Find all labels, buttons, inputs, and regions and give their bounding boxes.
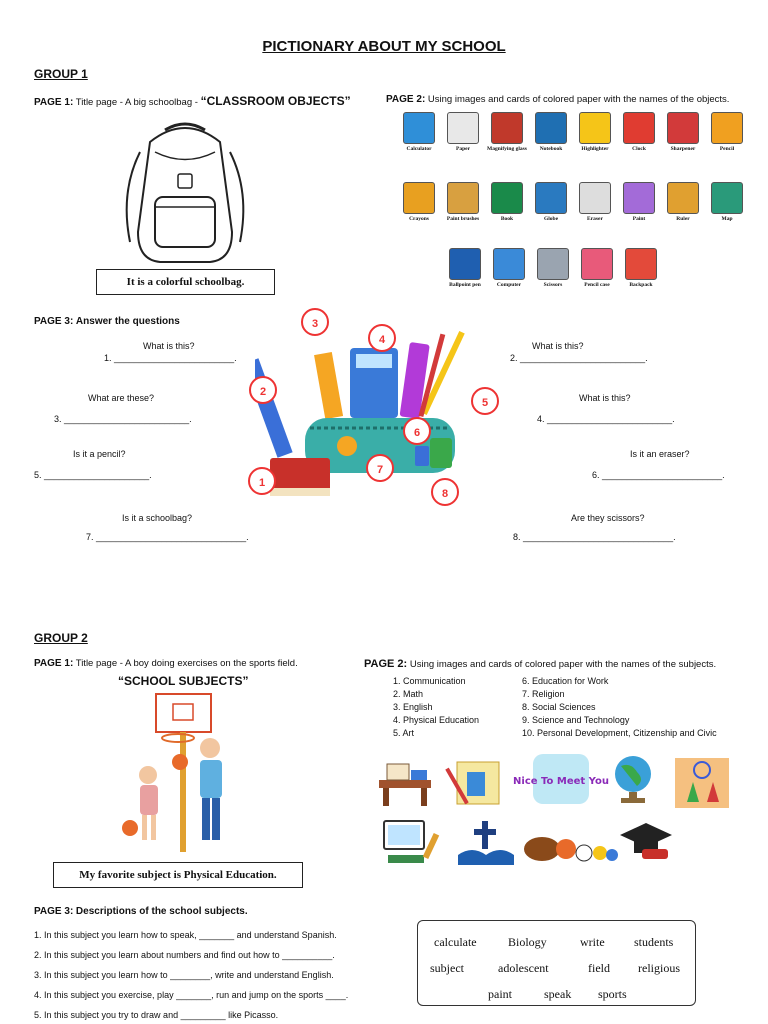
number-marker-5: 5 bbox=[471, 387, 499, 415]
object-icon bbox=[537, 248, 569, 280]
question-5: Is it a pencil? bbox=[73, 449, 126, 459]
group2-page3-text: Descriptions of the school subjects. bbox=[75, 906, 248, 917]
subject-item: 8. Social Sciences bbox=[522, 702, 596, 712]
object-icon bbox=[623, 112, 655, 144]
globe-icon bbox=[615, 756, 651, 803]
description-1: 1. In this subject you learn how to speak, _______ and understand Spanish. bbox=[34, 930, 337, 940]
subject-item: 5. Art bbox=[393, 728, 415, 738]
answer-line-1[interactable]: 1. ________________________. bbox=[104, 353, 237, 363]
answer-line-3[interactable]: 3. _________________________. bbox=[54, 414, 192, 424]
question-8: Are they scissors? bbox=[571, 513, 645, 523]
question-6: Is it an eraser? bbox=[630, 449, 690, 459]
subject-icons-row-1 bbox=[375, 750, 735, 810]
group1-page2-text: Using images and cards of colored paper with the names of the objects. bbox=[427, 94, 730, 105]
object-icon bbox=[667, 112, 699, 144]
schoolbag-illustration bbox=[110, 112, 260, 267]
subject-item: 9. Science and Technology bbox=[522, 715, 630, 725]
object-label: Paint bbox=[632, 216, 646, 222]
object-label: Clock bbox=[632, 146, 646, 152]
word-bank-item: field bbox=[588, 961, 610, 975]
object-label: Book bbox=[500, 216, 514, 222]
object-icon bbox=[623, 182, 655, 214]
object-icon bbox=[447, 182, 479, 214]
math-tools-icon bbox=[445, 762, 499, 804]
answer-line-4[interactable]: 4. _________________________. bbox=[537, 414, 675, 424]
object-icon bbox=[711, 112, 743, 144]
favorite-subject-caption: My favorite subject is Physical Education. bbox=[53, 862, 303, 888]
question-2: What is this? bbox=[532, 341, 584, 351]
answer-line-8[interactable]: 8. ______________________________. bbox=[513, 532, 676, 542]
group2-page2-line bbox=[364, 658, 716, 670]
subject-item: 3. English bbox=[393, 702, 433, 712]
group1-page2-line bbox=[386, 94, 729, 105]
science-lab-icon bbox=[675, 758, 729, 808]
word-bank-item: paint bbox=[488, 987, 512, 1001]
number-marker-3: 3 bbox=[301, 308, 329, 336]
object-label: Backpack bbox=[629, 282, 653, 288]
group1-label: GROUP 1 bbox=[34, 67, 88, 81]
schoolbag-caption: It is a colorful schoolbag. bbox=[96, 269, 275, 295]
word-bank-item: sports bbox=[598, 987, 627, 1001]
question-3: What are these? bbox=[88, 393, 155, 403]
object-label: Globe bbox=[543, 216, 559, 222]
group1-page3-line bbox=[34, 316, 180, 327]
description-3: 3. In this subject you learn how to ________, write and understand English. bbox=[34, 970, 334, 980]
object-label: Ballpoint pen bbox=[449, 282, 481, 288]
word-bank-item: speak bbox=[544, 987, 572, 1001]
question-4: What is this? bbox=[579, 393, 631, 403]
answer-line-2[interactable]: 2. _________________________. bbox=[510, 353, 648, 363]
group2-label: GROUP 2 bbox=[34, 631, 88, 645]
sports-balls-icon bbox=[524, 837, 618, 861]
object-label: Eraser bbox=[587, 216, 603, 222]
object-label: Scissors bbox=[543, 282, 563, 288]
computer-icon bbox=[384, 821, 439, 863]
group2-page1-prefix: PAGE 1: bbox=[34, 658, 74, 669]
object-icon bbox=[711, 182, 743, 214]
object-icon bbox=[447, 112, 479, 144]
subject-item: 7. Religion bbox=[522, 689, 565, 699]
group1-page1-heading: “CLASSROOM OBJECTS” bbox=[200, 94, 351, 108]
word-bank-item: subject bbox=[430, 961, 464, 975]
subject-item: 6. Education for Work bbox=[522, 676, 609, 686]
group2-page3-line bbox=[34, 906, 248, 917]
object-icon bbox=[493, 248, 525, 280]
object-icon bbox=[491, 182, 523, 214]
subject-icons-row-2 bbox=[380, 815, 680, 870]
object-icon bbox=[581, 248, 613, 280]
object-label: Paint brushes bbox=[446, 216, 480, 222]
object-label: Crayons bbox=[409, 216, 429, 222]
description-2: 2. In this subject you learn about numbers and find out how to __________. bbox=[34, 950, 335, 960]
answer-line-6[interactable]: 6. ________________________. bbox=[592, 470, 725, 480]
word-bank-item: religious bbox=[638, 961, 680, 975]
object-label: Paper bbox=[455, 146, 471, 152]
word-bank bbox=[417, 920, 696, 1006]
object-card bbox=[701, 112, 753, 152]
number-marker-2: 2 bbox=[249, 376, 277, 404]
group2-page2-text: Using images and cards of colored paper with the names of the subjects. bbox=[409, 659, 717, 670]
object-label: Notebook bbox=[539, 146, 563, 152]
subject-item: 10. Personal Development, Citizenship and Civic bbox=[522, 728, 717, 738]
subject-item: 2. Math bbox=[393, 689, 424, 699]
group2-page1-heading: “SCHOOL SUBJECTS” bbox=[118, 674, 249, 688]
group2-page1-line bbox=[34, 658, 298, 669]
subject-item: 1. Communication bbox=[393, 676, 466, 686]
number-marker-4: 4 bbox=[368, 324, 396, 352]
object-label: Highlighter bbox=[581, 146, 609, 152]
object-card bbox=[615, 248, 667, 288]
desk-books-icon bbox=[379, 764, 431, 806]
group1-page3-prefix: PAGE 3: bbox=[34, 316, 74, 327]
word-bank-item: students bbox=[634, 935, 674, 949]
object-icon bbox=[491, 112, 523, 144]
group1-page1-line bbox=[34, 94, 351, 108]
number-marker-6: 6 bbox=[403, 417, 431, 445]
subjects-list-right bbox=[522, 675, 717, 740]
subject-item: 4. Physical Education bbox=[393, 715, 480, 725]
group1-page1-prefix: PAGE 1: bbox=[34, 97, 74, 108]
number-marker-8: 8 bbox=[431, 478, 459, 506]
object-icon bbox=[579, 112, 611, 144]
object-label: Pencil bbox=[719, 146, 735, 152]
group1-page1-text: Title page - A big schoolbag - bbox=[75, 97, 198, 108]
object-icon bbox=[667, 182, 699, 214]
description-4: 4. In this subject you exercise, play _______, run and jump on the sports ____. bbox=[34, 990, 349, 1000]
object-icon bbox=[403, 182, 435, 214]
group2-page3-prefix: PAGE 3: bbox=[34, 906, 74, 917]
sports-field-illustration bbox=[118, 690, 258, 855]
group2-page2-prefix: PAGE 2: bbox=[364, 658, 408, 670]
question-7: Is it a schoolbag? bbox=[122, 513, 193, 523]
description-5: 5. In this subject you try to draw and _________ like Picasso. bbox=[34, 1010, 279, 1020]
object-label: Pencil case bbox=[584, 282, 610, 288]
group1-page3-text: Answer the questions bbox=[75, 316, 180, 327]
word-bank-item: adolescent bbox=[498, 961, 549, 975]
group1-page2-prefix: PAGE 2: bbox=[386, 94, 426, 105]
object-icon bbox=[403, 112, 435, 144]
group2-page1-text: Title page - A boy doing exercises on the sports field. bbox=[75, 658, 298, 669]
object-icon bbox=[535, 182, 567, 214]
answer-line-5[interactable]: 5. _____________________. bbox=[34, 470, 152, 480]
subjects-list-left bbox=[393, 675, 479, 740]
word-bank-item: write bbox=[580, 935, 605, 949]
object-card bbox=[701, 182, 753, 222]
number-marker-7: 7 bbox=[366, 454, 394, 482]
object-icon bbox=[579, 182, 611, 214]
object-icon bbox=[449, 248, 481, 280]
number-marker-1: 1 bbox=[248, 467, 276, 495]
object-icon bbox=[535, 112, 567, 144]
answer-line-7[interactable]: 7. ______________________________. bbox=[86, 532, 249, 542]
graduation-cap-icon bbox=[620, 823, 672, 859]
object-label: Computer bbox=[496, 282, 522, 288]
object-label: Ruler bbox=[676, 216, 690, 222]
object-label: Map bbox=[721, 216, 733, 222]
religion-book-icon bbox=[458, 821, 514, 865]
page-title: PICTIONARY ABOUT MY SCHOOL bbox=[262, 38, 506, 55]
object-label: Sharpener bbox=[670, 146, 696, 152]
word-bank-item: calculate bbox=[434, 935, 477, 949]
question-1: What is this? bbox=[143, 341, 195, 351]
object-label: Magnifying glass bbox=[487, 146, 527, 152]
object-icon bbox=[625, 248, 657, 280]
object-label: Calculator bbox=[406, 146, 432, 152]
nice-to-meet-you-text: Nice To Meet You bbox=[513, 776, 609, 787]
word-bank-item: Biology bbox=[508, 935, 547, 949]
